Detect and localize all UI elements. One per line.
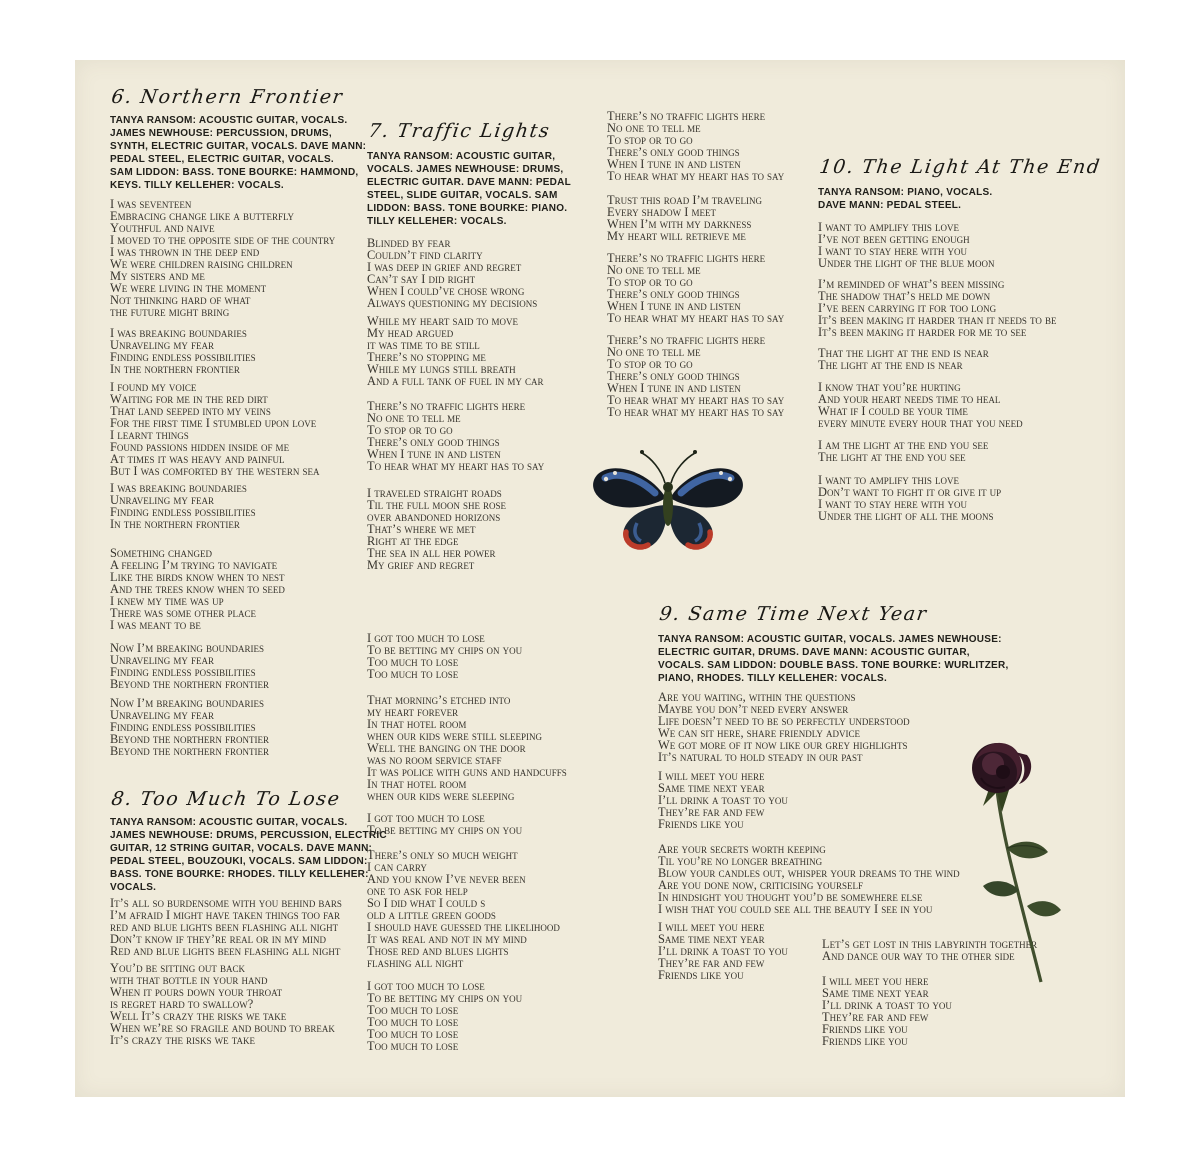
song-8-stanza-1: It’s all so burdensome with you behind bars I’m afraid I might have taken things too far red and blue lights been flashing all night Don’t know if they’re real or in my mind Red and blue lights been flashing all night	[110, 896, 342, 958]
song-9-stanza-1: Are you waiting, within the questions Maybe you don’t need every answer Life doesn’t need to be so perfectly understood We can sit here, share friendly advice We got more of it now like our grey highlights It’s natural to hold steady in our past	[658, 690, 910, 764]
song-10-title: 10. The Light At The End	[818, 156, 1103, 178]
song-7-title: 7. Traffic Lights	[367, 120, 552, 142]
song-6-stanza-3: I found my voice Waiting for me in the red dirt That land seeped into my veins For the first time I stumbled upon love I learnt things Found passions hidden inside of me At times it was heavy and painful But I was comforted by the western sea	[110, 380, 320, 478]
song-6-stanza-2: I was breaking boundaries Unraveling my fear Finding endless possibilities In the northern frontier	[110, 326, 256, 376]
rose-illustration	[945, 730, 1075, 988]
song-9-stanza-4: I will meet you here Same time next year I’ll drink a toast to you They’re far and few Friends like you	[658, 920, 788, 982]
song-7-stanza-6: Trust this road I’m traveling Every shadow I meet When I’m with my darkness My heart will retrieve me	[607, 193, 763, 243]
song-10-stanza-2: I’m reminded of what’s been missing The shadow that’s held me down I’ve been carrying it for too long It’s been making it harder than it needs to be It’s been making it harder for me to see	[818, 277, 1057, 339]
song-10-stanza-4: I know that you’re hurting And your heart needs time to heal What if I could be your time every minute every hour that you need	[818, 380, 1023, 430]
song-9-title: 9. Same Time Next Year	[658, 603, 929, 625]
song-8-credits: TANYA RANSOM: ACOUSTIC GUITAR, VOCALS. JAMES NEWHOUSE: DRUMS, PERCUSSION, ELECTRIC GUITAR, 12 STRING GUITAR, VOCALS. DAVE MANN: PEDAL STEEL, BOUZOUKI, VOCALS. SAM LIDDON: BASS. TONE BOURKE: RHODES. TILLY KELLEHER: VOCALS.	[110, 817, 387, 893]
song-6-stanza-5: Something changed A feeling I’m trying to navigate Like the birds know when to nest And the trees know when to seed I knew my time was up There was some other place I was meant to be	[110, 546, 285, 632]
song-8-stanza-2: You’d be sitting out back with that bottle in your hand When it pours down your throat is regret hard to swallow? Well It’s crazy the risks we take When we’re so fragile and bound to break It’s crazy the risks we take	[110, 961, 335, 1047]
song-7-stanza-4: I traveled straight roads Til the full moon she rose over abandoned horizons That’s where we met Right at the edge The sea in all her power My grief and regret	[367, 486, 507, 572]
song-6-title: 6. Northern Frontier	[110, 86, 345, 108]
song-9-stanza-5: Let’s get lost in this labyrinth together And dance our way to the other side	[822, 937, 1038, 963]
song-9-stanza-2: I will meet you here Same time next year I’ll drink a toast to you They’re far and few Friends like you	[658, 769, 788, 831]
song-6-stanza-1: I was seventeen Embracing change like a butterfly Youthful and naive I moved to the opposite side of the country I was thrown in the deep end We were children raising children My sisters and me We were living in the moment Not thinking hard of what the future might bring	[110, 197, 336, 319]
butterfly-illustration	[585, 443, 750, 571]
song-10-stanza-6: I want to amplify this love Don’t want to fight it or give it up I want to stay here with you Under the light of all the moons	[818, 473, 1002, 523]
song-7-stanza-1: Blinded by fear Couldn’t find clarity I was deep in grief and regret Can’t say I did right When I could’ve chose wrong Always questioning my decisions	[367, 236, 538, 310]
song-6-credits: TANYA RANSOM: ACOUSTIC GUITAR, VOCALS. JAMES NEWHOUSE: PERCUSSION, DRUMS, SYNTH, ELECTRIC GUITAR, VOCALS. DAVE MANN: PEDAL STEEL, ELECTRIC GUITAR, VOCALS. SAM LIDDON: BASS. TONE BOURKE: HAMMOND, KEYS. TILLY KELLEHER: VOCALS.	[110, 115, 367, 191]
song-10-stanza-1: I want to amplify this love I’ve not been getting enough I want to stay here with you Under the light of the blue moon	[818, 220, 995, 270]
song-9-stanza-6: I will meet you here Same time next year I’ll drink a toast to you They’re far and few Friends like you Friends like you	[822, 974, 952, 1048]
song-10-credits: TANYA RANSOM: PIANO, VOCALS. DAVE MANN: PEDAL STEEL.	[818, 187, 993, 211]
song-10-stanza-3: That the light at the end is near The light at the end is near	[818, 346, 989, 372]
song-8-title: 8. Too Much To Lose	[110, 788, 343, 810]
song-6-stanza-6: Now I’m breaking boundaries Unraveling my fear Finding endless possibilities Beyond the northern frontier	[110, 641, 270, 691]
song-8-stanza-7: I got too much to lose To be betting my chips on you Too much to lose Too much to lose Too much to lose Too much to lose	[367, 979, 523, 1053]
song-6-stanza-7: Now I’m breaking boundaries Unraveling my fear Finding endless possibilities Beyond the northern frontier Beyond the northern frontier	[110, 696, 270, 758]
song-6-stanza-4: I was breaking boundaries Unraveling my fear Finding endless possibilities In the northern frontier	[110, 481, 256, 531]
song-7-credits: TANYA RANSOM: ACOUSTIC GUITAR, VOCALS. JAMES NEWHOUSE: DRUMS, ELECTRIC GUITAR. DAVE MANN: PEDAL STEEL, SLIDE GUITAR, VOCALS. SAM LIDDON: BASS. TONE BOURKE: PIANO. TILLY KELLEHER: VOCALS.	[367, 151, 571, 227]
song-8-stanza-6: There’s only so much weight I can carry And you know I’ve never been one to ask for help So I did what I could s old a little green goods I should have guessed the likelihood It was real and not in my mind Those red and blues lights flashing all night	[367, 848, 560, 970]
song-7-stanza-8: There’s no traffic lights here No one to tell me To stop or to go There’s only good things When I tune in and listen To hear what my heart has to say To hear what my heart has to say	[607, 333, 785, 419]
song-7-stanza-5: There’s no traffic lights here No one to tell me To stop or to go There’s only good things When I tune in and listen To hear what my heart has to say	[607, 109, 785, 183]
song-10-stanza-5: I am the light at the end you see The light at the end you see	[818, 438, 989, 464]
song-8-stanza-5: I got too much to lose To be betting my chips on you	[367, 811, 523, 837]
song-9-stanza-3: Are your secrets worth keeping Til you’re no longer breathing Blow your candles out, whisper your dreams to the wind Are you done now, criticising yourself In hindsight you thought you’d be somewhere else I wish that you could see all the beauty I see in you	[658, 842, 960, 916]
song-7-stanza-3: There’s no traffic lights here No one to tell me To stop or to go There’s only good things When I tune in and listen To hear what my heart has to say	[367, 399, 545, 473]
song-7-stanza-2: While my heart said to move My head argued it was time to be still There’s no stopping me While my lungs still breath And a full tank of fuel in my car	[367, 314, 544, 388]
song-8-stanza-3: I got too much to lose To be betting my chips on you Too much to lose Too much to lose	[367, 631, 523, 681]
song-9-credits: TANYA RANSOM: ACOUSTIC GUITAR, VOCALS. JAMES NEWHOUSE: ELECTRIC GUITAR, DRUMS. DAVE MANN: ACOUSTIC GUITAR, VOCALS. SAM LIDDON: DOUBLE BASS. TONE BOURKE: WURLITZER, PIANO, RHODES. TILLY KELLEHER: VOCALS.	[658, 634, 1009, 684]
song-7-stanza-7: There’s no traffic lights here No one to tell me To stop or to go There’s only good things When I tune in and listen To hear what my heart has to say	[607, 251, 785, 325]
song-8-stanza-4: That morning’s etched into my heart forever In that hotel room when our kids were still sleeping Well the banging on the door was no room service staff It was police with guns and handcuffs In that hotel room when our kids were sleeping	[367, 693, 567, 803]
